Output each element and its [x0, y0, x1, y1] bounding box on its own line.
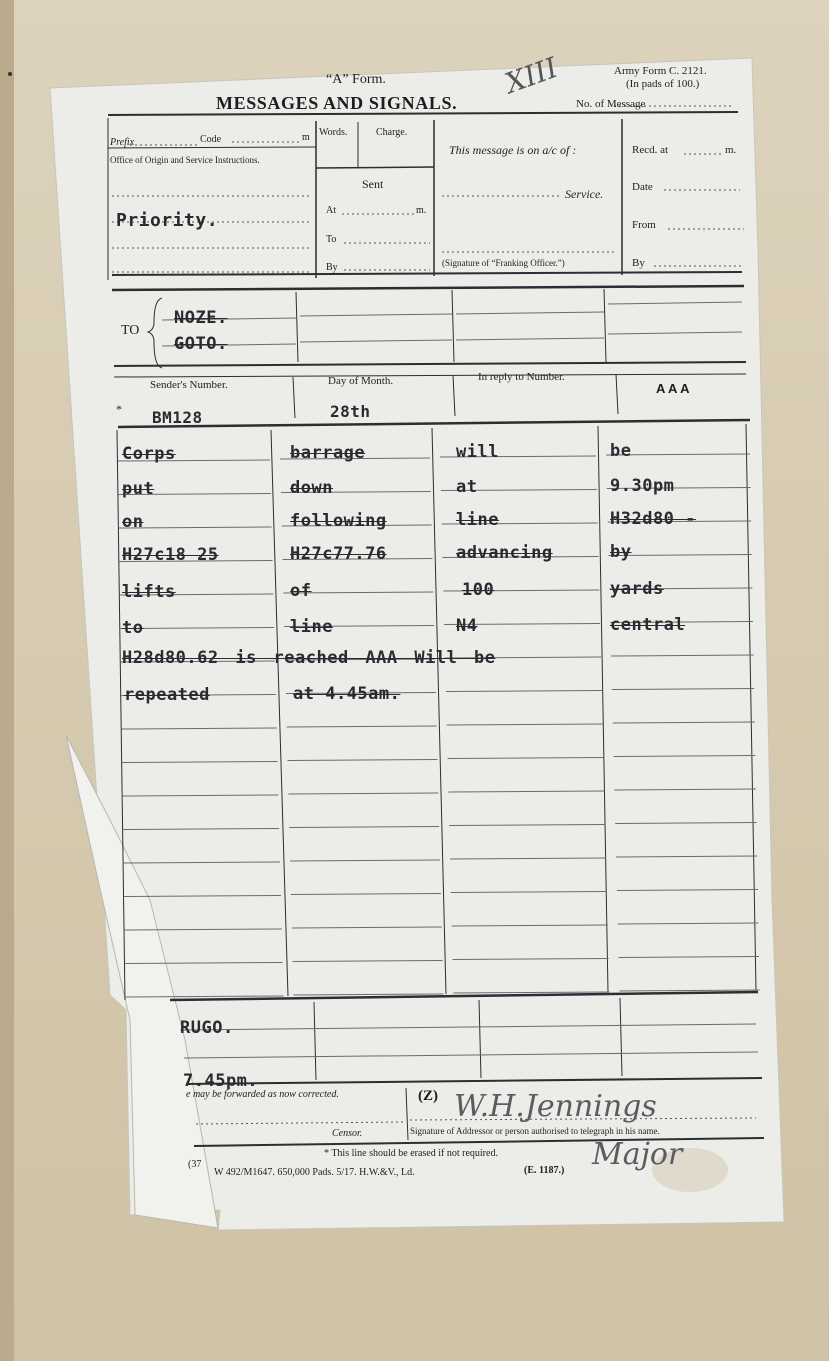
handwritten-signature: W.H.Jennings	[454, 1089, 657, 1124]
addressee-1: NOZE.	[174, 308, 228, 328]
message-word: to	[122, 618, 144, 638]
message-word: of	[290, 581, 312, 601]
code-m-label: m	[302, 132, 310, 143]
message-word: put	[122, 479, 155, 499]
message-word: down	[290, 478, 333, 498]
addressee-2: GOTO.	[174, 334, 228, 354]
z-mark: (Z)	[418, 1088, 438, 1104]
star-mark: *	[116, 402, 122, 416]
date-label: Date	[632, 181, 653, 193]
sent-m-label: m.	[416, 205, 427, 216]
print-code: (E. 1187.)	[524, 1165, 565, 1176]
erase-note: * This line should be erased if not required.	[324, 1148, 498, 1159]
message-word: advancing	[456, 543, 553, 563]
aaa-label: A A A	[656, 381, 690, 396]
in-reply-label: In reply to Number.	[478, 371, 565, 383]
message-word: 100	[462, 580, 495, 600]
day-of-month-label: Day of Month.	[328, 375, 394, 387]
footer-time-value: 7.45pm.	[183, 1071, 259, 1091]
words-label: Words.	[319, 127, 348, 138]
handwritten-mark: XIII	[500, 50, 562, 101]
message-word: be	[610, 441, 632, 461]
message-word: H32d80 -	[610, 509, 696, 529]
senders-number-label: Sender's Number.	[150, 379, 228, 391]
form-label: “A” Form.	[326, 72, 386, 87]
received-by-label: By	[632, 257, 645, 269]
message-word: following	[290, 511, 387, 531]
message-word: H27c77.76	[290, 544, 387, 564]
office-of-origin-label: Office of Origin and Service Instructions.	[110, 155, 260, 165]
forwarded-note: e may be forwarded as now corrected.	[186, 1089, 339, 1100]
handwritten-rank: Major	[592, 1137, 683, 1172]
prefix-label: Prefix	[110, 137, 135, 148]
print-info: W 492/M1647. 650,000 Pads. 5/17. H.W.&V., Ld.	[214, 1167, 415, 1178]
day-of-month-value: 28th	[330, 402, 371, 421]
senders-number-value: BM128	[152, 408, 203, 427]
message-word: central	[610, 615, 686, 635]
message-word: Corps	[122, 444, 176, 464]
message-word: by	[610, 542, 632, 562]
sent-by-label: By	[326, 262, 338, 273]
army-form-number: Army Form C. 2121.	[614, 65, 707, 77]
message-word: at	[456, 477, 478, 497]
addressor-signature-label: Signature of Addressor or person authorised to telegraph in his name.	[410, 1126, 660, 1136]
footer-from-value: RUGO.	[180, 1018, 234, 1038]
message-word: 9.30pm	[610, 476, 675, 496]
received-m-label: m.	[725, 144, 737, 156]
sent-label: Sent	[362, 177, 384, 191]
message-word: H27c18 25	[122, 545, 219, 565]
charge-label: Charge.	[376, 127, 408, 138]
message-word: barrage	[290, 443, 366, 463]
message-word: N4	[456, 616, 478, 636]
print-code-left: (37	[188, 1159, 202, 1170]
sent-to-label: To	[326, 234, 337, 245]
message-line-8-col-1: repeated	[124, 685, 210, 705]
sent-at-label: At	[326, 205, 336, 216]
message-word: line	[456, 510, 499, 530]
message-word: line	[290, 617, 333, 637]
message-line-7: H28d80.62 is reached AAA Will be	[122, 648, 496, 668]
from-label: From	[632, 219, 656, 231]
message-number-label: No. of Message	[576, 98, 646, 110]
message-line-8-col-2: at 4.45am.	[293, 684, 401, 704]
to-label: TO	[121, 323, 140, 338]
message-word: lifts	[122, 582, 176, 602]
censor-label: Censor.	[332, 1128, 363, 1139]
pads-note: (In pads of 100.)	[626, 78, 700, 90]
account-of-label: This message is on a/c of :	[449, 143, 577, 157]
message-word: yards	[610, 579, 664, 599]
form-main-title: MESSAGES AND SIGNALS.	[216, 93, 458, 113]
message-word: on	[122, 512, 144, 532]
code-label: Code	[200, 134, 222, 145]
message-word: will	[456, 442, 499, 462]
franking-signature-label: (Signature of “Franking Officer.”)	[442, 258, 565, 268]
stain-spot	[8, 72, 12, 76]
service-label: Service.	[565, 187, 604, 201]
priority-value: Priority.	[116, 210, 219, 231]
received-at-label: Recd. at	[632, 144, 669, 156]
